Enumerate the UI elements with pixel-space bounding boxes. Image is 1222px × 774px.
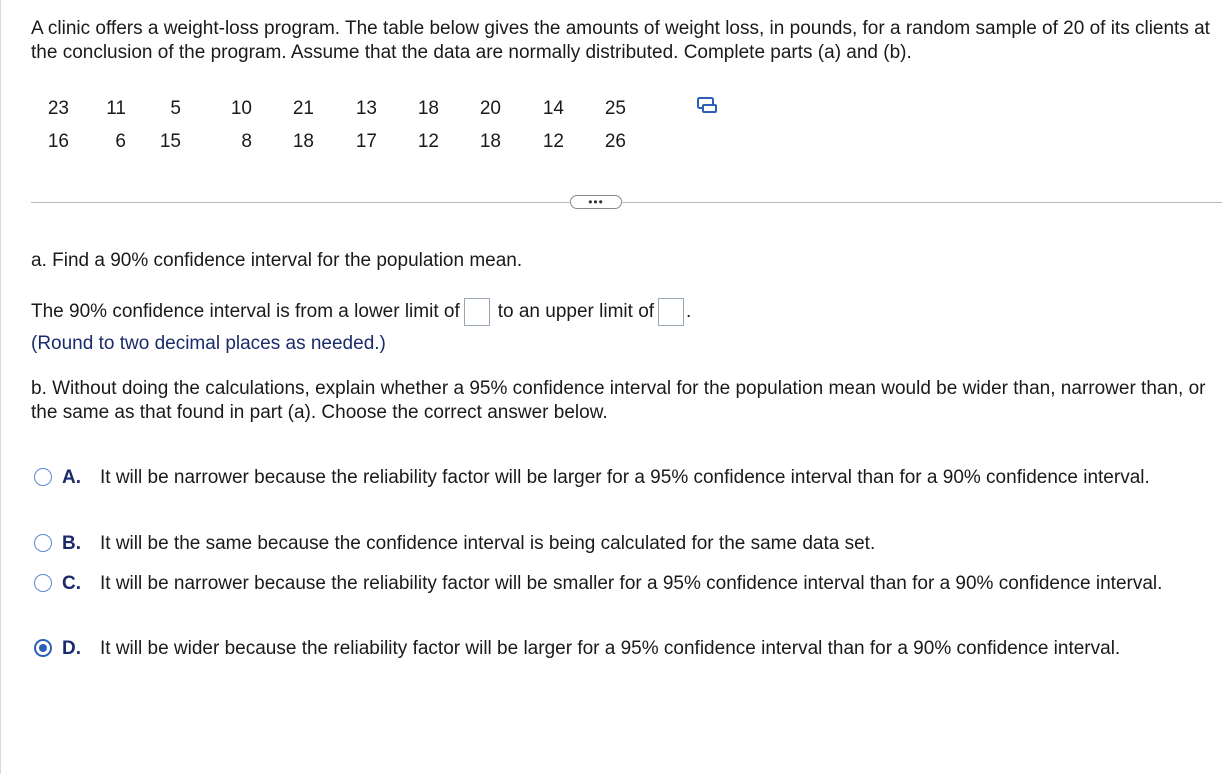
radio-button-b[interactable]	[34, 534, 52, 552]
table-cell: 16	[47, 130, 69, 152]
choice-letter: B.	[62, 533, 81, 554]
lower-limit-input[interactable]	[464, 298, 490, 326]
table-cell: 11	[106, 97, 126, 119]
part-b-question: b. Without doing the calculations, explain whether a 95% confidence interval for the population mean would be wider than, narrower than, or the same as that found in part (a). Choose the correct answer below.	[31, 378, 1206, 423]
choice-letter: D.	[62, 638, 81, 659]
table-cell: 18	[292, 130, 314, 152]
weight-loss-data-table	[31, 92, 626, 158]
table-cell: 17	[355, 130, 377, 152]
choice-d[interactable]	[31, 636, 1200, 661]
choice-letter: A.	[62, 467, 81, 488]
choice-letter: C.	[62, 573, 81, 594]
table-cell: 20	[479, 97, 501, 119]
copy-data-icon[interactable]	[696, 96, 718, 114]
table-cell: 13	[355, 97, 377, 119]
answer-prefix-text: The 90% confidence interval is from a lower limit of	[31, 301, 460, 322]
answer-middle-text: to an upper limit of	[497, 301, 655, 322]
table-row	[31, 125, 626, 158]
radio-button-a[interactable]	[34, 468, 52, 486]
part-a-answer-line	[31, 297, 691, 327]
table-cell: 5	[170, 97, 181, 119]
section-divider	[31, 202, 1222, 203]
more-options-button[interactable]: •••	[570, 195, 622, 209]
table-cell: 18	[417, 97, 439, 119]
table-cell: 6	[115, 130, 126, 152]
table-cell: 25	[604, 97, 626, 119]
table-cell: 12	[417, 130, 439, 152]
table-cell: 10	[230, 97, 252, 119]
table-cell: 12	[542, 130, 564, 152]
choice-b[interactable]	[31, 531, 1200, 556]
choice-text: It will be wider because the reliability factor will be larger for a 95% confidence interval than for a 90% confidence interval.	[100, 638, 1121, 659]
table-cell: 15	[159, 130, 181, 152]
upper-limit-input[interactable]	[658, 298, 684, 326]
table-cell: 8	[241, 130, 252, 152]
part-a-question: a. Find a 90% confidence interval for the population mean.	[31, 250, 523, 271]
choice-text: It will be narrower because the reliability factor will be larger for a 95% confidence interval than for a 90% confidence interval.	[100, 467, 1150, 488]
table-cell: 23	[47, 97, 69, 119]
choice-text: It will be the same because the confidence interval is being calculated for the same data set.	[100, 533, 876, 554]
table-cell: 14	[542, 97, 564, 119]
table-cell: 18	[479, 130, 501, 152]
rounding-hint: (Round to two decimal places as needed.)	[31, 333, 386, 354]
radio-button-c[interactable]	[34, 574, 52, 592]
answer-suffix-text: .	[686, 301, 692, 322]
radio-button-d-selected[interactable]	[34, 639, 52, 657]
choice-c[interactable]	[31, 571, 1200, 596]
choice-a[interactable]	[31, 465, 1200, 490]
choice-text: It will be narrower because the reliability factor will be smaller for a 95% confidence interval than for a 90% confidence interval.	[100, 573, 1163, 594]
problem-statement: A clinic offers a weight-loss program. The table below gives the amounts of weight loss, in pounds, for a random sample of 20 of its clients at the conclusion of the program. Assume that the data are normally distributed. Complete parts (a) and (b).	[31, 18, 1210, 63]
table-cell: 21	[292, 97, 314, 119]
table-row	[31, 92, 626, 125]
table-cell: 26	[604, 130, 626, 152]
